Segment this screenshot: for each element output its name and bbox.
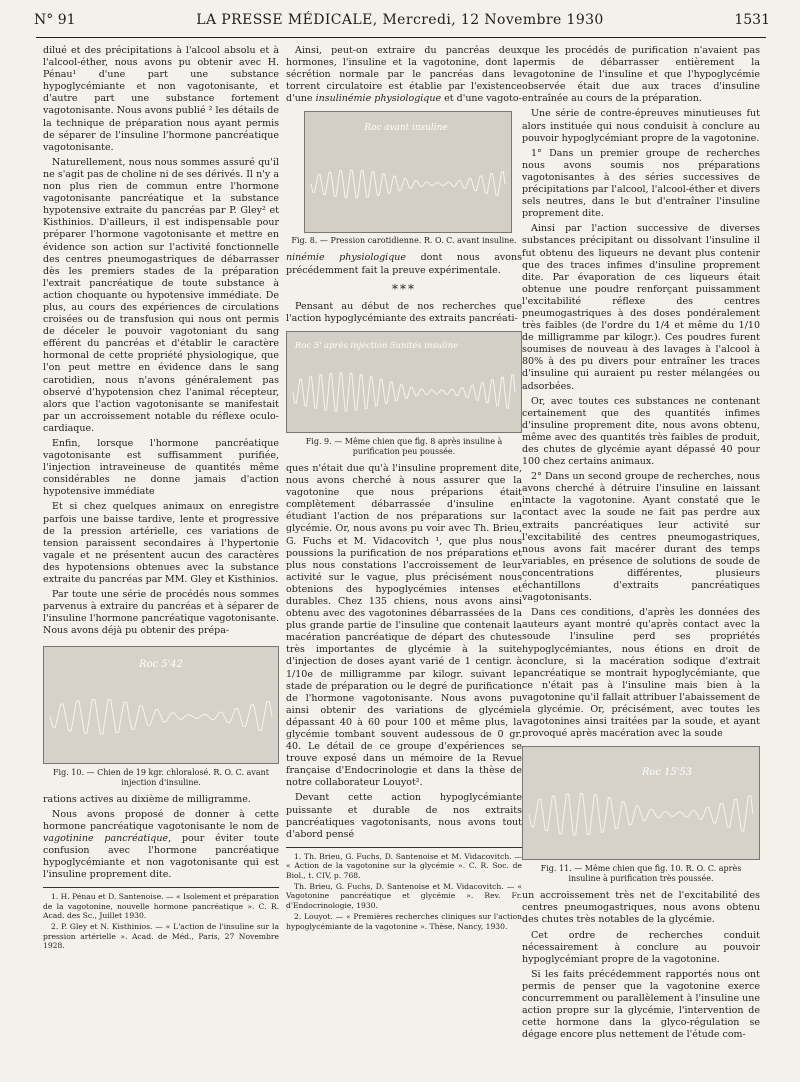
paragraph: Ainsi par l'action successive de diverses substances précipitant ou dissolvant l'insuline il fut obtenu des liqueurs ne devant plus contenir que des traces infimes d'insuline proprement dite. Par évaporation de ces liqueurs était obtenue une poudre renforçant puissamment l'excitabilité réflexe des centres pneumogastriques à des doses pondéralement très faibles (de l'ordre du 1/4 et même du 1/10 de milligramme par kilogr.). Ces poudres furent soumises de nouveau à des lavages à l'alcool à 80% à des pu divers pour entraîner les traces d'insuline qui auraient pu rester mélangées ou adsorbées. bbox=[522, 223, 760, 392]
paragraph: rations actives au dixième de milligramme. bbox=[43, 793, 251, 805]
paragraph: 2° Dans un second groupe de recherches, nous avons cherché à détruire l'insuline en laissant intacte la vagotonine. Ayant constaté que le contact avec la soude ne fait pas perdre aux extraits pancréatiques leur activité sur l'excitabilité des centres pneumogastriques, nous avons fait macérer durant des temps variables, en présence de solutions de soude de concentrations différentes, plusieurs échantillons d'extraits pancréatiques vagotonisants. bbox=[522, 471, 760, 604]
paragraph: dilué et des précipitations à l'alcool absolu et à l'alcool-éther, nous avons pu obtenir avec H. Pénau¹ d'une part une substance hypoglycémiante et non vagotonisante, et d'autre part une substance fortement vagotonisante. Nous avons publié ² les détails de la technique de préparation nous ayant permis de séparer de l'insuline l'hormone pancréatique vagotonisante. bbox=[43, 45, 279, 153]
journal-title: LA PRESSE MÉDICALE, Mercredi, 12 Novembre 1930 bbox=[196, 12, 604, 28]
running-header bbox=[24, 12, 776, 36]
figure-11-tracing bbox=[522, 746, 760, 860]
paragraph: ques n'était due qu'à l'insuline proprement dite, nous avons cherché à nous assurer que la vagotonine que nous préparions était complètement débarrassée d'insuline en étudiant l'action de nos préparations sur la glycémie. Or, nous avons pu voir avec Th. Brieu, G. Fuchs et M. Vidacovitch ¹, que plus nous poussions la purification de nos préparations et plus nous constations l'accroissement de leur activité sur le vague, plus précisément nous obtenions des hypoglycémies intenses et durables. Chez 135 chiens, nous avons ainsi obtenu avec des vagotonines débarrassées de la plus grande partie de l'insuline que contenait la macération pancréatique de départ des chutes très importantes de glycémie à la suite d'injection de doses ayant varié de 1 centigr. à 1/10e de milligramme par kilogr. suivant le stade de préparation ou le degré de purification de l'hormone vagotonisante. Nous avons pu ainsi obtenir des variations de glycémie dépassant 40 à 60 pour 100 et même plus, la glycémie tombant souvent audessous de 0 gr. 40. Le détail de ce groupe d'expériences se trouve exposé dans un mémoire de la Revue française d'Endocrinologie et dans la thèse de notre collaborateur Louyot². bbox=[286, 462, 522, 789]
figure-8-caption: Fig. 8. — Pression carotidienne. R. O. C. avant insuline. bbox=[291, 236, 517, 246]
paragraph: Devant cette action hypoglycémiante puissante et durable de nos extraits pancréatiques vagotonisants, nous avons tout d'abord pensé bbox=[286, 792, 522, 840]
column-2 bbox=[286, 45, 522, 933]
issue-number: N° 91 bbox=[34, 12, 76, 28]
column-1 bbox=[43, 45, 279, 953]
page-number: 1531 bbox=[734, 12, 770, 28]
figure-8-label: Roc avant insuline bbox=[364, 123, 448, 134]
paragraph: un accroissement très net de l'excitabilité des centres pneumogastriques, nous avons obtenu des chutes très notables de la glycémie. bbox=[522, 890, 760, 926]
figure-10-caption: Fig. 10. — Chien de 19 kgr. chloralosé. R. O. C. avant injection d'insuline. bbox=[52, 767, 270, 787]
paragraph: Ainsi, peut-on extraire du pancréas deux hormones, l'insuline et la vagotonine, dont la sécrétion normale par le pancréas dans le torrent circulatoire est établie par l'existence d'une insulinémie physiologique et d'une vagoto- bbox=[286, 45, 522, 105]
section-divider: *** bbox=[392, 281, 416, 296]
paragraph: ninémie physiologique dont nous avons précédemment fait la preuve expérimentale. bbox=[286, 252, 522, 276]
figure-9-label: Roc 5' après injection 5unités insuline bbox=[294, 339, 459, 350]
paragraph: 1° Dans un premier groupe de recherches nous avons soumis nos préparations vagotonisantes à des séries successives de précipitations par l'alcool, l'alcool-éther et divers sels neutres, dans le but d'entraîner l'insuline proprement dite. bbox=[522, 147, 760, 220]
footnote: 2. Louyot. — « Premières recherches cliniques sur l'action hypoglycémiante de la vagotonine ». Thèse, Nancy, 1930. bbox=[286, 912, 522, 931]
paragraph: Enfin, lorsque l'hormone pancréatique vagotonisante est suffisamment purifiée, l'injection intraveineuse de quantités même considérables ne donne jamais d'action hypotensive immédiate bbox=[43, 438, 279, 498]
footnotes bbox=[43, 887, 279, 950]
footnote: 2. P. Gley et N. Kisthinios. — « L'action de l'insuline sur la pression artérielle ». Acad. de Méd., Paris, 27 Novembre 1928. bbox=[43, 922, 279, 951]
footnote: Th. Brieu, G. Fuchs, D. Santenoise et M. Vidacovitch. — « Vagotonine pancréatique et glycémie ». Rev. Fr. d'Endocrinologie, 1930. bbox=[286, 882, 522, 910]
figure-10-label: Roc 5'42 bbox=[139, 658, 183, 670]
paragraph: Si les faits précédemment rapportés nous ont permis de penser que la vagotonine exerce concurremment ou parallèlement à l'insuline une action propre sur la glycémie, l'intervention de cette hormone dans la glyco-régulation se dégage encore plus nettement de l'étude com- bbox=[522, 968, 760, 1041]
paragraph: Or, avec toutes ces substances ne contenant certainement que des quantités infimes d'insuline proprement dite, nous avons obtenu, même avec des quantités très faibles de produit, des chutes de glycémie ayant dépassé 40 pour 100 chez certains animaux. bbox=[522, 395, 760, 468]
paragraph: Par toute une série de procédés nous sommes parvenus à extraire du pancréas et à séparer de l'insuline l'hormone pancréatique vagotonisante. Nous avons déjà pu obtenir des prépa- bbox=[43, 589, 279, 637]
figure-10-tracing bbox=[43, 646, 279, 764]
figure-9-tracing bbox=[286, 331, 522, 433]
paragraph: que les procédés de purification n'avaient pas permis de débarrasser entièrement la vagotonine de l'insuline et que l'hypoglycémie observée était due aux traces d'insuline entraînée au cours de la préparation. bbox=[522, 45, 760, 105]
header-rule bbox=[36, 37, 766, 38]
paragraph: Une série de contre-épreuves minutieuses fut alors instituée qui nous conduisit à conclure au pouvoir hypoglycémiant propre de la vagotonine. bbox=[522, 108, 760, 144]
footnote: 1. H. Pénau et D. Santenoise. — « Isolement et préparation de la vagotonine, nouvelle hormone pancréatique ». C. R. Acad. des Sc., Juillet 1930. bbox=[43, 892, 279, 920]
figure-8-tracing bbox=[304, 111, 512, 233]
column-3 bbox=[522, 45, 760, 1044]
figure-11-caption: Fig. 11. — Même chien que fig. 10. R. O. C. après insuline à purification très poussée. bbox=[540, 864, 742, 884]
figure-9-caption: Fig. 9. — Même chien que fig. 8 après insuline à purification peu poussée. bbox=[305, 436, 503, 456]
footnotes bbox=[286, 847, 522, 931]
figure-11-label: Roc 15'53 bbox=[641, 767, 692, 779]
paragraph: Et si chez quelques animaux on enregistre parfois une baisse tardive, lente et progressive de la pression artérielle, ces variations de tension paraissent secondaires à l'hypertonie vagale et ne présentent aucun des caractères des hypotensions obtenues avec la substance extraite du pancréas par MM. Gley et Kisthinios. bbox=[43, 501, 279, 586]
paragraph: Cet ordre de recherches conduit nécessairement à conclure au pouvoir hypoglycémiant propre de la vagotonine. bbox=[522, 929, 760, 965]
paragraph: Dans ces conditions, d'après les données des auteurs ayant montré qu'après contact avec la soude l'insuline perd ses propriétés hypoglycémiantes, nous étions en droit de conclure, si la macération sodique d'extrait pancréatique se montrait hypoglycémiante, que ce n'était pas à l'insuline mais bien à la vagotonine qu'il fallait attribuer l'abaissement de la glycémie. Or, précisément, avec toutes les vagotonines ainsi traitées par la soude, et ayant provoqué après macération avec la soude bbox=[522, 607, 761, 740]
paragraph: Naturellement, nous nous sommes assuré qu'il ne s'agit pas de choline ni de ses dérivés. Il n'y a non plus rien de commun entre l'hormone vagotonisante pancréatique et la substance hypotensive extraite du pancréas par P. Gley² et Kisthinios. D'ailleurs, il est indispensable pour préparer l'hormone vagotonisante et mettre en évidence son action sur l'activité fonctionnelle des centres pneumogastriques de débarrasser dès les premiers stades de la préparation l'extrait pancréatique de toute substance à action choquante ou hypotensive immédiate. De plus, au cours des expériences de circulations croisées ou de transfusion qui nous ont permis de déceler le pouvoir vagotoniant du sang efférent du pancréas et d'établir le caractère hormonal de cette propriété physiologique, que l'on peut mettre en évidence dans le sang carotidien, nous n'avons généralement pas observé d'hypotension chez l'animal récepteur, alors que l'action vagotonisante se manifestait par un accroissement notable du réflexe oculo-cardiaque. bbox=[43, 156, 279, 434]
paragraph: Pensant au début de nos recherches que l'action hypoglycémiante des extraits pancréati- bbox=[286, 300, 522, 324]
footnote: 1. Th. Brieu, G. Fuchs, D. Santenoise et M. Vidacovitch. — « Action de la vagotonine sur la glycémie ». C. R. Soc. de Biol., t. CIV, p. 768. bbox=[286, 851, 522, 880]
paragraph: Nous avons proposé de donner à cette hormone pancréatique vagotonisante le nom de vagotinine pancréatique, pour éviter toute confusion avec l'hormone pancréatique hypoglycémiante et non vagotonisante qui est l'insuline proprement dite. bbox=[43, 808, 279, 881]
